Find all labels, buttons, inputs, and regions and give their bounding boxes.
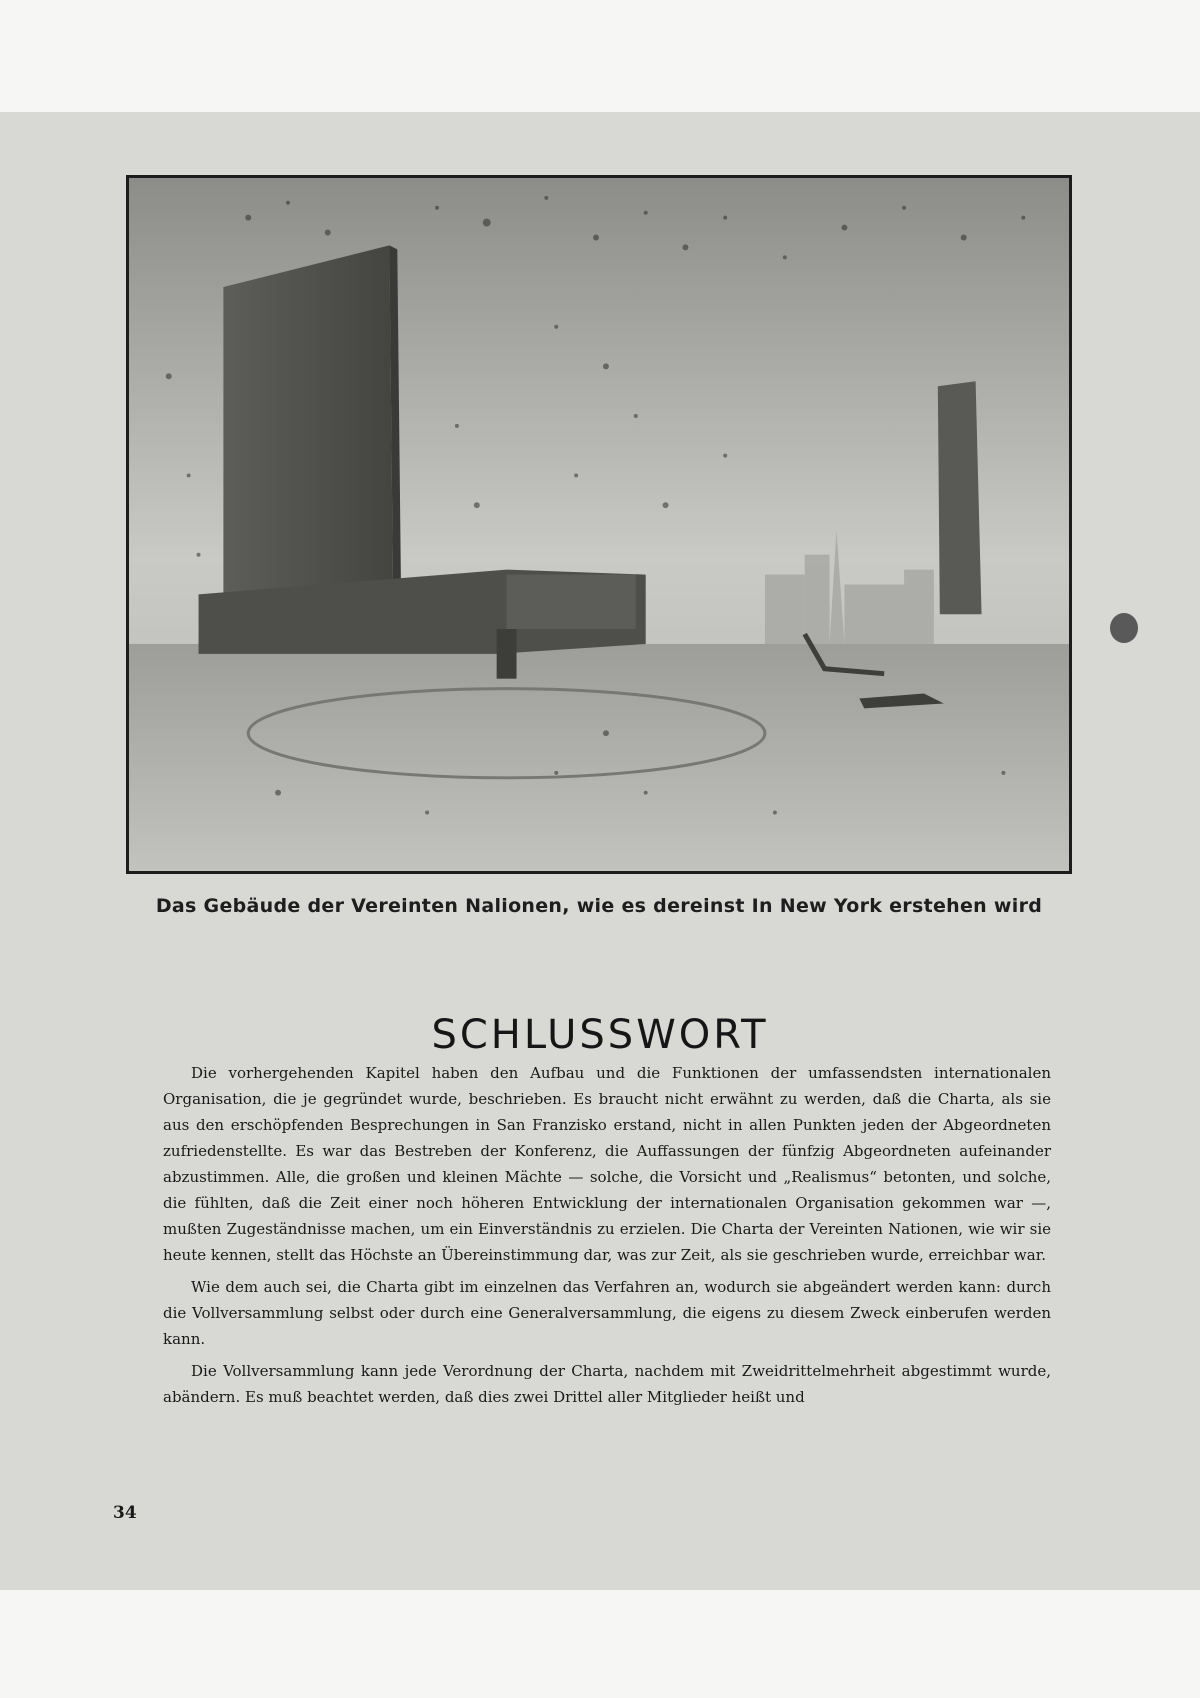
- page-number: 34: [113, 1503, 137, 1523]
- un-building-illustration: [126, 175, 1072, 874]
- water: [129, 644, 1069, 871]
- secretariat-tower: [223, 245, 393, 619]
- section-heading: SCHLUSSWORT: [431, 1011, 769, 1058]
- figure-caption: Das Gebäude der Vereinten Nalionen, wie es dereinst In New York erstehen wird: [155, 895, 1043, 917]
- body-text: [163, 1060, 1051, 1416]
- un-building-drawing: [129, 178, 1069, 871]
- distant-tower: [938, 381, 982, 614]
- paragraph: Wie dem auch sei, die Charta gibt im einzelnen das Verfahren an, wodurch sie abgeändert werden kann: durch die Vollversammlung selbst oder durch eine Generalversammlung, die eigens zu diesem Zweck einberufen werden kann.: [163, 1278, 1051, 1348]
- paragraph: Die Vollversammlung kann jede Verordnung der Charta, nachdem mit Zweidrittelmehrheit abgestimmt wurde, abändern. Es muß beachtet werden, daß dies zwei Drittel aller Mitglieder heißt und: [163, 1362, 1051, 1406]
- binding-hole: [1110, 613, 1138, 643]
- paragraph: Die vorhergehenden Kapitel haben den Aufbau und die Funktionen der umfassendsten internationalen Organisation, die je gegründet wurde, beschrieben. Es braucht nicht erwähnt zu werden, daß die Charta, als sie aus den erschöpfenden Besprechungen in San Franzisko erstand, nicht in allen Punkten jeden der Abgeordneten zufriedenstellte. Es war das Bestreben der Konferenz, die Auffassungen der fünfzig Abgeordneten aufeinander abzustimmen. Alle, die großen und kleinen Mächte — solche, die Vorsicht und „Realismus“ betonten, und solche, die fühlten, daß die Zeit einer noch höheren Entwicklung der internationalen Organisation gekommen war —, mußten Zugeständnisse machen, um ein Einverständnis zu erzielen. Die Charta der Vereinten Nationen, wie wir sie heute kennen, stellt das Höchste an Übereinstimmung dar, was zur Zeit, als sie geschrieben wurde, erreichbar war.: [163, 1064, 1051, 1264]
